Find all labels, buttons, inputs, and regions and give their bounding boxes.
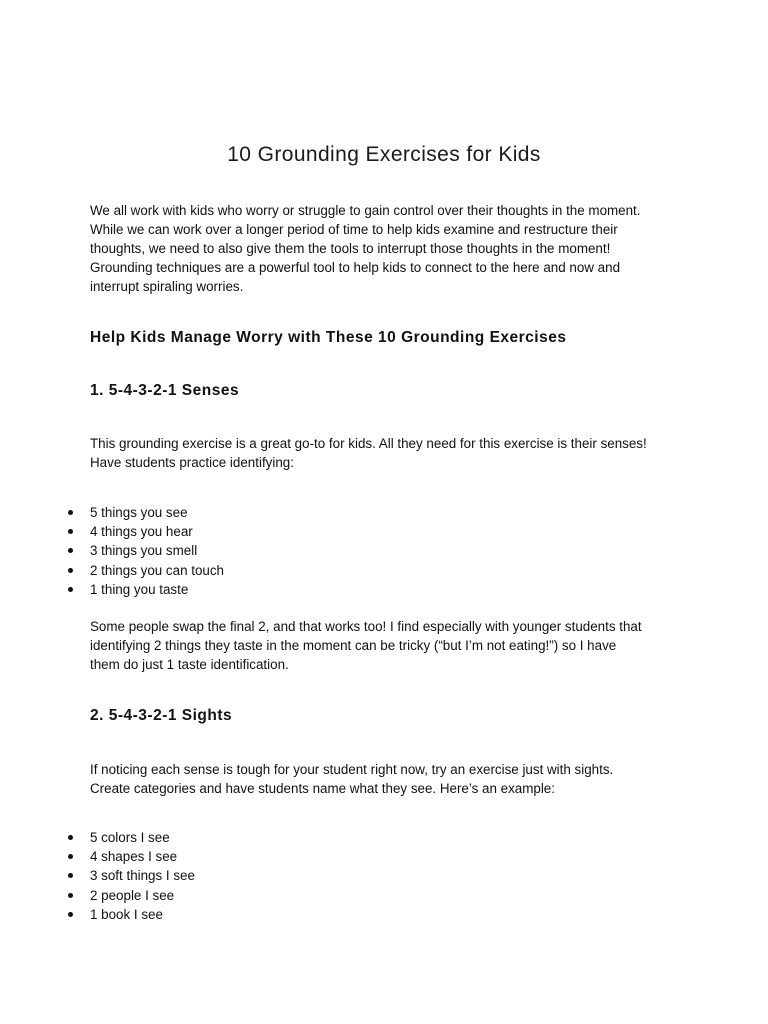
section-2-intro-line: Create categories and have students name what they see. Here’s an example: [90,781,555,796]
list-item [68,541,224,560]
section-1-heading: 1. 5-4-3-2-1 Senses [90,382,240,399]
intro-line: thoughts, we need to also give them the tools to interrupt those thoughts in the moment! [90,241,611,256]
bullet-icon [68,548,73,553]
section-1-intro-line: Have students practice identifying: [90,455,294,470]
bullet-icon [68,893,73,898]
section-1-after-line: them do just 1 taste identification. [90,657,289,672]
bullet-icon [68,529,73,534]
intro-paragraph [90,201,690,296]
bullet-icon [68,510,73,515]
bullet-icon [68,568,73,573]
section-1-after-line: identifying 2 things they taste in the moment can be tricky (“but I’m not eating!”) so I have [90,638,617,653]
list-item-text: 4 things you hear [90,524,193,540]
list-item [68,561,224,580]
list-item [68,522,224,541]
section-1-intro [90,434,690,472]
list-item [68,580,224,599]
list-item-text: 2 people I see [90,887,175,903]
intro-line: We all work with kids who worry or struggle to gain control over their thoughts in the moment. [90,203,641,218]
intro-line: interrupt spiraling worries. [90,279,244,294]
list-item-text: 4 shapes I see [90,849,178,865]
bullet-icon [68,835,73,840]
section-2-bullet-list [68,828,195,924]
list-item [68,905,195,924]
list-item [68,866,195,885]
list-item [68,847,195,866]
list-item-text: 1 book I see [90,906,163,922]
section-2-heading: 2. 5-4-3-2-1 Sights [90,707,233,724]
section-1-bullet-list [68,503,224,599]
bullet-icon [68,854,73,859]
section-1-after-paragraph [90,617,690,674]
page-title: 10 Grounding Exercises for Kids [227,143,541,166]
intro-line: Grounding techniques are a powerful tool to help kids to connect to the here and now and [90,260,621,275]
section-2-intro-line: If noticing each sense is tough for your student right now, try an exercise just with sights. [90,762,614,777]
list-item-text: 5 things you see [90,505,188,520]
list-item-text: 5 colors I see [90,830,170,845]
bullet-icon [68,912,73,917]
list-item [68,886,195,905]
intro-line: While we can work over a longer period of time to help kids examine and restructure their [90,222,618,237]
list-item [68,828,195,847]
section-1-intro-line: This grounding exercise is a great go-to for kids. All they need for this exercise is their senses! [90,436,647,451]
list-item-text: 1 thing you taste [90,581,189,597]
list-item-text: 3 things you smell [90,543,198,559]
list-item-text: 2 things you can touch [90,562,224,578]
list-item [68,503,224,522]
section-2-intro [90,760,690,798]
bullet-icon [68,873,73,878]
bullet-icon [68,587,73,592]
main-heading: Help Kids Manage Worry with These 10 Grounding Exercises [90,329,567,346]
list-item-text: 3 soft things I see [90,868,195,884]
section-1-after-line: Some people swap the final 2, and that works too! I find especially with younger students that [90,619,642,634]
